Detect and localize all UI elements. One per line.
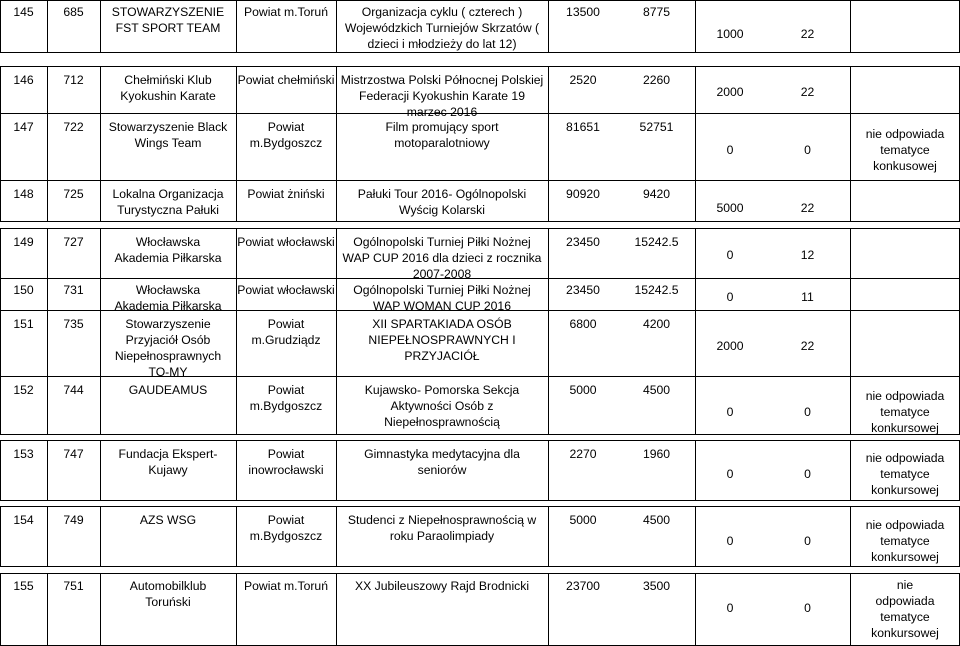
organization-name: Lokalna Organizacja <box>112 187 224 201</box>
county-name: Powiat m.Toruń <box>244 579 328 593</box>
county-name: inowrocławski <box>248 463 324 477</box>
column-border <box>850 310 851 376</box>
group-bottom-border <box>0 500 960 501</box>
column-border <box>850 278 851 310</box>
organization-name: Akademia Piłkarska <box>114 251 222 265</box>
remarks: konkursowej <box>871 626 939 640</box>
remarks: tematyce <box>880 610 930 624</box>
row-number: 150 <box>13 283 34 297</box>
group-top-border <box>0 180 960 181</box>
total-cost: 81651 <box>566 120 600 134</box>
requested-amount: 4500 <box>642 383 671 397</box>
task-title: Federacji Kyokushin Karate 19 <box>359 89 525 103</box>
total-cost: 23450 <box>566 283 600 297</box>
task-title: dzieci i młodzieży do lat 12) <box>367 37 517 51</box>
row-number: 145 <box>13 5 34 19</box>
county-name: Powiat włocławski <box>237 235 335 249</box>
total-cost: 23450 <box>566 235 600 249</box>
total-cost: 5000 <box>569 383 597 397</box>
county-name: m.Bydgoszcz <box>249 529 323 543</box>
task-title: Wyścig Kolarski <box>399 203 485 217</box>
task-title: Studenci z Niepełnosprawnością w <box>347 513 537 527</box>
row-number: 154 <box>13 513 34 527</box>
granted-amount: 0 <box>726 248 734 262</box>
total-cost: 13500 <box>566 5 600 19</box>
evaluation-score: 12 <box>800 248 815 262</box>
group-bottom-border <box>0 434 960 435</box>
remarks: odpowiada <box>875 594 935 608</box>
application-number: 712 <box>63 73 84 87</box>
requested-amount: 8775 <box>642 5 671 19</box>
row-number: 152 <box>13 383 34 397</box>
evaluation-score: 0 <box>804 601 811 615</box>
row-number: 146 <box>13 73 34 87</box>
evaluation-score: 22 <box>800 339 815 353</box>
organization-name: Kujawy <box>148 463 188 477</box>
row-number: 151 <box>13 317 34 331</box>
application-number: 727 <box>63 235 84 249</box>
granted-amount: 0 <box>726 601 734 615</box>
county-name: Powiat włocławski <box>237 283 335 297</box>
task-title: NIEPEŁNOSPRAWNYCH I <box>368 333 516 347</box>
remarks: nie odpowiada <box>865 518 945 532</box>
evaluation-score: 22 <box>800 201 815 215</box>
group-top-border <box>0 310 960 311</box>
organization-name: TO-MY <box>148 365 188 379</box>
task-title: Film promujący sport <box>385 120 499 134</box>
remarks: nie odpowiada <box>865 451 945 465</box>
task-title: seniorów <box>417 463 467 477</box>
task-title: motoparalotniowy <box>394 136 490 150</box>
task-title: Organizacja cyklu ( czterech ) <box>361 5 523 19</box>
total-cost: 6800 <box>569 317 597 331</box>
application-number: 731 <box>63 283 84 297</box>
remarks: konkursowej <box>871 483 939 497</box>
county-name: Powiat <box>267 383 305 397</box>
application-number: 747 <box>63 447 84 461</box>
total-cost: 90920 <box>566 187 600 201</box>
county-name: m.Bydgoszcz <box>249 399 323 413</box>
granted-amount: 0 <box>726 534 734 548</box>
evaluation-score: 0 <box>804 405 811 419</box>
task-title: Kujawsko- Pomorska Sekcja <box>364 383 520 397</box>
remarks: tematyce <box>880 143 930 157</box>
evaluation-score: 11 <box>801 290 814 304</box>
application-number: 722 <box>63 120 84 134</box>
row-number: 148 <box>13 187 34 201</box>
total-cost: 5000 <box>569 513 597 527</box>
remarks: konkusowej <box>873 159 937 173</box>
granted-amount: 1000 <box>716 27 744 41</box>
row-number: 147 <box>13 120 34 134</box>
row-number: 153 <box>13 447 34 461</box>
group-top-border <box>0 506 960 507</box>
remarks: nie <box>896 578 914 592</box>
task-title: Aktywności Osób z <box>390 399 494 413</box>
organization-name: Stowarzyszenie Black <box>108 120 228 134</box>
row-number: 149 <box>13 235 34 249</box>
requested-amount: 3500 <box>642 579 671 593</box>
organization-name: Wings Team <box>134 136 202 150</box>
organization-name: Niepełnosprawnych <box>114 349 222 363</box>
task-title: XX Jubileuszowy Rajd Brodnicki <box>354 579 530 593</box>
group-top-border <box>0 440 960 441</box>
county-name: Powiat chełmiński <box>237 73 335 87</box>
granted-amount: 0 <box>726 467 734 481</box>
column-border <box>850 0 851 52</box>
county-name: Powiat <box>267 513 305 527</box>
application-number: 725 <box>63 187 84 201</box>
evaluation-score: 0 <box>804 467 811 481</box>
task-title: 2007-2008 <box>412 267 472 281</box>
evaluation-score: 22 <box>800 27 815 41</box>
evaluation-score: 0 <box>804 534 811 548</box>
group-top-border <box>0 66 960 67</box>
remarks: konkursowej <box>871 421 939 435</box>
group-top-border <box>0 573 960 574</box>
organization-name: Fundacja Ekspert- <box>118 447 218 461</box>
granted-amount: 0 <box>726 143 734 157</box>
row-number: 155 <box>13 579 34 593</box>
task-title: WAP CUP 2016 dla dzieci z rocznika <box>342 251 542 265</box>
granted-amount: 2000 <box>716 85 744 99</box>
task-title: Ogólnopolski Turniej Piłki Nożnej <box>353 283 531 297</box>
group-top-border <box>0 278 960 279</box>
group-bottom-border <box>0 221 960 222</box>
requested-amount: 15242.5 <box>634 235 679 249</box>
requested-amount: 15242.5 <box>634 283 679 297</box>
organization-name: Kyokushin Karate <box>120 89 216 103</box>
application-number: 751 <box>63 579 84 593</box>
county-name: m.Grudziądz <box>251 333 321 347</box>
organization-name: Przyjaciół Osób <box>125 333 211 347</box>
application-number: 735 <box>63 317 84 331</box>
requested-amount: 9420 <box>642 187 671 201</box>
organization-name: Automobilklub <box>129 579 207 593</box>
organization-name: Toruński <box>145 595 191 609</box>
task-title: WAP WOMAN CUP 2016 <box>373 299 511 313</box>
group-bottom-border <box>0 52 960 53</box>
application-number: 744 <box>63 383 84 397</box>
organization-name: Włocławska <box>135 235 201 249</box>
total-cost: 2270 <box>569 447 597 461</box>
requested-amount: 2260 <box>642 73 671 87</box>
requested-amount: 52751 <box>639 120 674 134</box>
remarks: tematyce <box>880 405 930 419</box>
remarks: konkursowej <box>871 550 939 564</box>
organization-name: Akademia Piłkarska <box>114 299 222 313</box>
group-top-border <box>0 376 960 377</box>
organization-name: Turystyczna Pałuki <box>117 203 219 217</box>
county-name: m.Bydgoszcz <box>249 136 323 150</box>
county-name: Powiat <box>267 447 305 461</box>
group-top-border <box>0 228 960 229</box>
organization-name: Stowarzyszenie <box>125 317 211 331</box>
column-border <box>850 66 851 113</box>
group-top-border <box>0 113 960 114</box>
organization-name: GAUDEAMUS <box>128 383 208 397</box>
county-name: Powiat <box>267 317 305 331</box>
requested-amount: 4200 <box>642 317 671 331</box>
application-number: 685 <box>63 5 84 19</box>
task-title: Ogólnopolski Turniej Piłki Nożnej <box>353 235 531 249</box>
granted-amount: 0 <box>726 405 734 419</box>
organization-name: STOWARZYSZENIE <box>111 5 225 19</box>
organization-name: Włocławska <box>135 283 201 297</box>
organization-name: AZS WSG <box>139 513 197 527</box>
group-bottom-border <box>0 566 960 567</box>
organization-name: Chełmiński Klub <box>124 73 212 87</box>
organization-name: FST SPORT TEAM <box>115 21 221 35</box>
requested-amount: 1960 <box>642 447 671 461</box>
requested-amount: 4500 <box>642 513 671 527</box>
task-title: Pałuki Tour 2016- Ogólnopolski <box>357 187 527 201</box>
task-title: Niepełnosprawnością <box>384 415 500 429</box>
application-number: 749 <box>63 513 84 527</box>
county-name: Powiat żniński <box>247 187 325 201</box>
county-name: Powiat <box>267 120 305 134</box>
granted-amount: 2000 <box>716 339 744 353</box>
task-title: PRZYJACIÓŁ <box>404 349 480 363</box>
task-title: Gimnastyka medytacyjna dla <box>364 447 520 461</box>
task-title: roku Paraolimpiady <box>389 529 495 543</box>
total-cost: 23700 <box>566 579 600 593</box>
evaluation-score: 22 <box>800 85 815 99</box>
column-border <box>850 228 851 278</box>
remarks: tematyce <box>880 534 930 548</box>
column-border <box>850 180 851 221</box>
county-name: Powiat m.Toruń <box>244 5 328 19</box>
remarks: nie odpowiada <box>865 389 945 403</box>
task-title: XII SPARTAKIADA OSÓB <box>372 317 512 331</box>
granted-amount: 5000 <box>716 201 744 215</box>
task-title: Wojewódzkich Turniejów Skrzatów ( <box>344 21 540 35</box>
group-top-border <box>0 0 960 1</box>
granted-amount: 0 <box>726 290 734 304</box>
evaluation-score: 0 <box>804 143 811 157</box>
task-title: marzec 2016 <box>406 105 478 119</box>
task-title: Mistrzostwa Polski Północnej Polskiej <box>340 73 544 87</box>
total-cost: 2520 <box>569 73 597 87</box>
remarks: tematyce <box>880 467 930 481</box>
remarks: nie odpowiada <box>865 127 945 141</box>
